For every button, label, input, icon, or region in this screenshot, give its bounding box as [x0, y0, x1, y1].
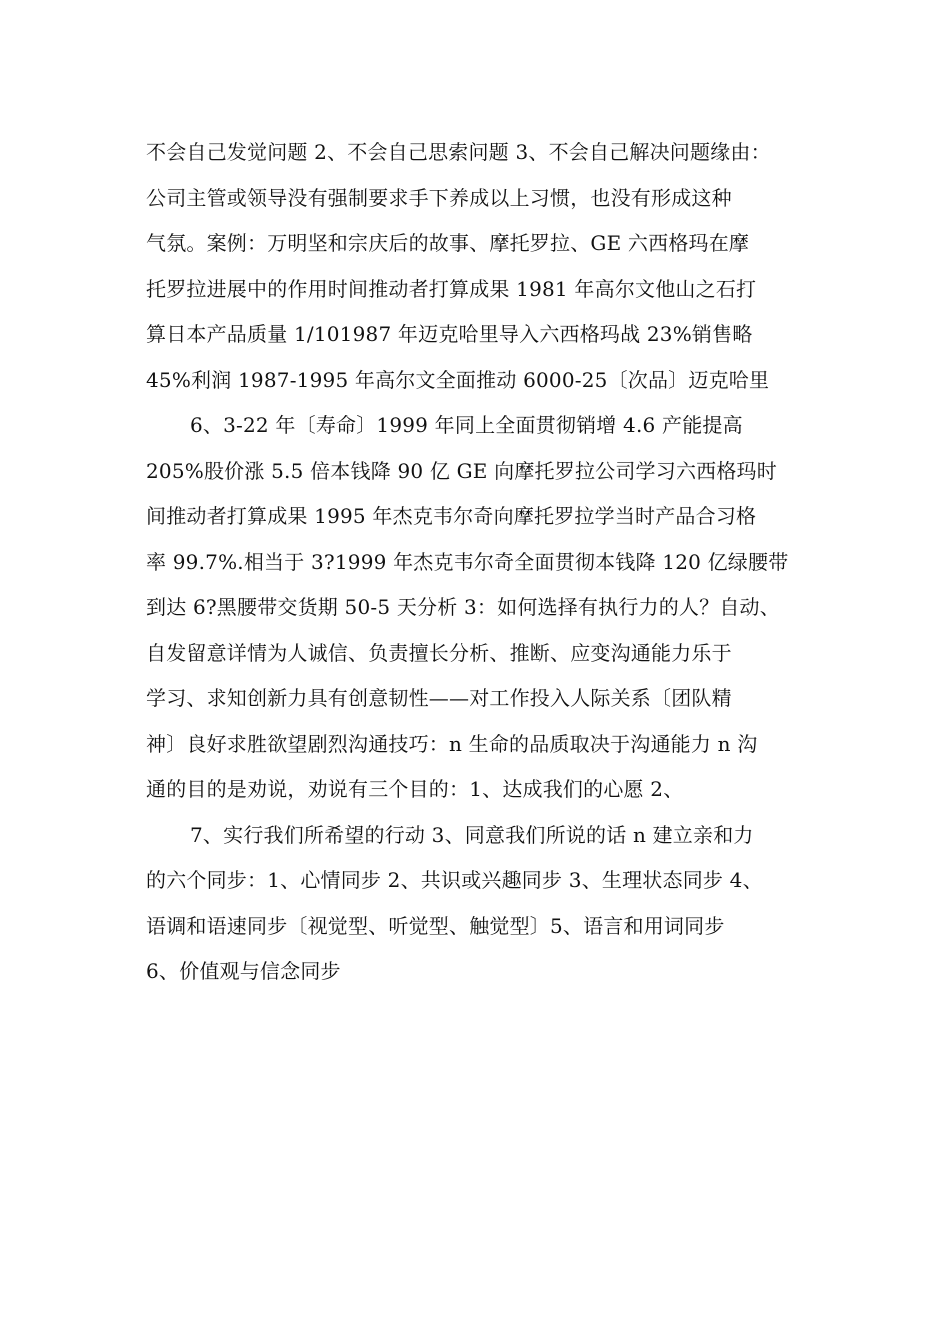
text-line: 45%利润 1987-1995 年高尔文全面推动 6000-25〔次品〕迈克哈里 — [146, 367, 770, 392]
text-line: 气氛。案例：万明坚和宗庆后的故事、摩托罗拉、GE 六西格玛在摩 — [146, 231, 750, 255]
text-line: 学习、求知创新力具有创意韧性——对工作投入人际关系〔团队精 — [146, 686, 732, 710]
text-line: 语调和语速同步〔视觉型、听觉型、触觉型〕5、语言和用词同步 — [146, 913, 725, 938]
text-line: 间推动者打算成果 1995 年杰克韦尔奇向摩托罗拉学当时产品合习格 — [146, 504, 757, 528]
text-line: 公司主管或领导没有强制要求手下养成以上习惯，也没有形成这种 — [146, 185, 732, 210]
text-line: 的六个同步：1、心情同步 2、共识或兴趣同步 3、生理状态同步 4、 — [146, 868, 763, 892]
text-line: 205%股价涨 5.5 倍本钱降 90 亿 GE 向摩托罗拉公司学习六西格玛时 — [146, 458, 777, 483]
text-line: 通的目的是劝说，劝说有三个目的：1、达成我们的心愿 2、 — [146, 777, 684, 801]
text-line: 神〕良好求胜欲望剧烈沟通技巧：n 生命的品质取决于沟通能力 n 沟 — [146, 731, 758, 756]
text-line: 6、价值观与信念同步 — [146, 959, 341, 983]
text-line: 算日本产品质量 1/101987 年迈克哈里导入六西格玛战 23%销售略 — [146, 322, 753, 346]
text-line: 率 99.7%.相当于 3?1999 年杰克韦尔奇全面贯彻本钱降 120 亿绿腰带 — [146, 549, 789, 574]
text-line: 托罗拉进展中的作用时间推动者打算成果 1981 年高尔文他山之石打 — [146, 276, 757, 301]
paragraph-start-line: 6、3-22 年〔寿命〕1999 年同上全面贯彻销增 4.6 产能提高 — [190, 413, 743, 437]
text-line: 不会自己发觉问题 2、不会自己思索问题 3、不会自己解决问题缘由： — [146, 140, 771, 164]
paragraph-start-line: 7、实行我们所希望的行动 3、同意我们所说的话 n 建立亲和力 — [190, 822, 754, 847]
body-text — [146, 130, 826, 995]
text-line: 自发留意详情为人诚信、负责擅长分析、推断、应变沟通能力乐于 — [146, 640, 732, 665]
text-line: 到达 6?黑腰带交货期 50-5 天分析 3：如何选择有执行力的人？自动、 — [146, 595, 780, 619]
